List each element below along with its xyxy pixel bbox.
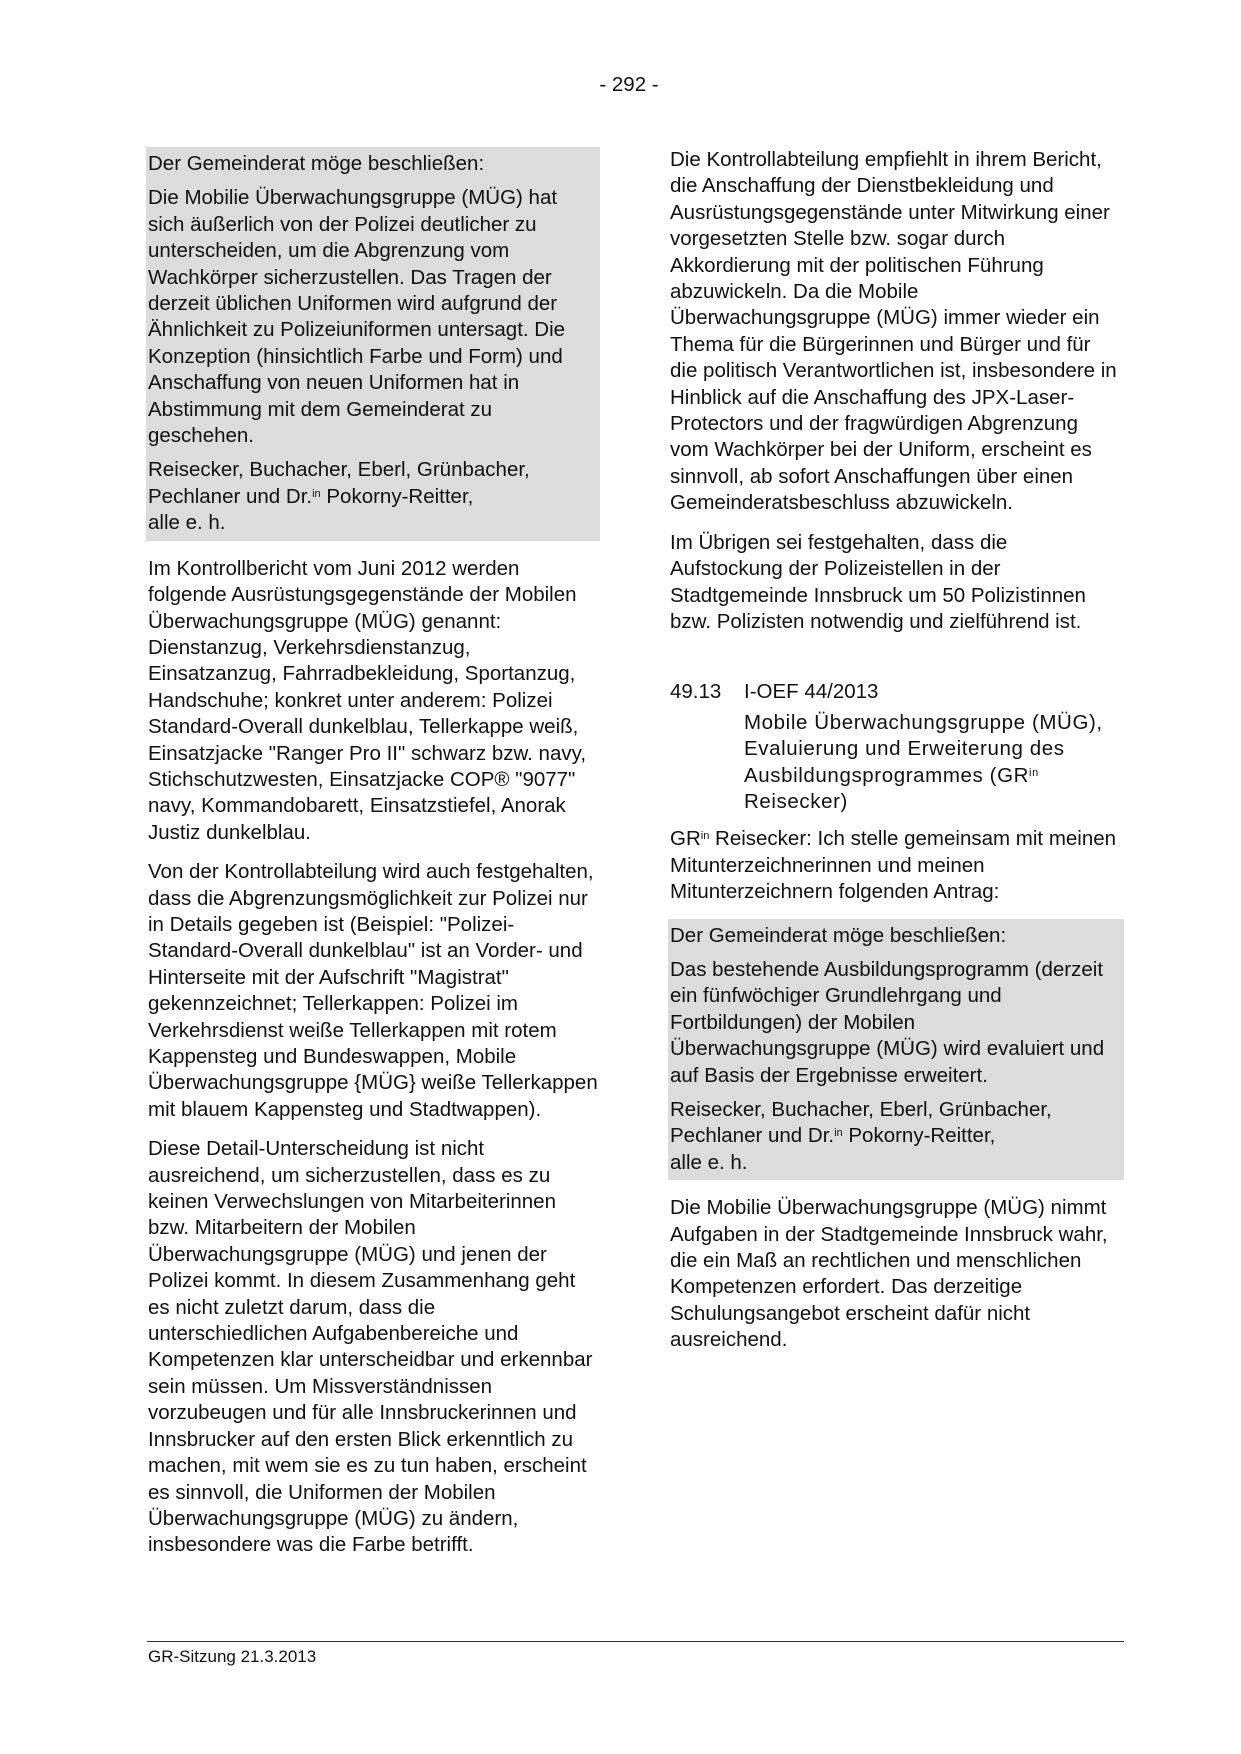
paragraph: Im Übrigen sei festgehalten, dass die Aufstockung der Polizeistellen in der Stadtgemeinde Innsbruck um 50 Polizistinnen bzw. Polizisten notwendig und zielführend ist.	[670, 530, 1086, 633]
page-number: - 292 -	[599, 73, 659, 96]
paragraph: Die Mobilie Überwachungsgruppe (MÜG) nimmt Aufgaben in der Stadtgemeinde Innsbruck wahr, die ein Maß an rechtlichen und menschlichen Kompetenzen erfordert. Das derzeitige Schulungsangebot erscheint dafür nicht ausreichend.	[670, 1196, 1108, 1352]
footer-divider	[147, 1641, 1124, 1642]
paragraph: Im Kontrollbericht vom Juni 2012 werden folgende Ausrüstungsgegenstände der Mobilen Überwachungsgruppe (MÜG) genannt: Dienstanzug, Verkehrsdienstanzug, Einsatzanzug, Fahrradbekleidung, Sportanzug, Handschuhe; konkret unter anderem: Polizei Standard-Overall dunkelblau, Tellerkappe weiß, Einsatzjacke "Ranger Pro II" schwarz bzw. navy, Stichschutzwesten, Einsatzjacke COP® "9077" navy, Kommandobarett, Einsatzstiefel, Anorak Justiz dunkelblau.	[148, 556, 587, 844]
paragraph: Diese Detail-Unterscheidung ist nicht ausreichend, um sicherzustellen, dass es zu keinen Verwechslungen von Mitarbeiterinnen bzw. Mitarbeitern der Mobilen Überwachungsgruppe (MÜG) und jenen der Polizei kommt. In diesem Zusammenhang geht es nicht zuletzt darum, dass die unterschiedlichen Aufgabenbereiche und Kompetenzen klar unterscheidbar und erkennbar sein müssen. Um Missverständnissen vorzubeugen und für alle Innsbruckerinnen und Innsbrucker auf den ersten Blick erkenntlich zu machen, mit wem sie es zu tun haben, erscheint es sinnvoll, die Uniformen der Mobilen Überwachungsgruppe (MÜG) zu ändern, insbesondere was die Farbe betrifft.	[148, 1137, 593, 1557]
left-column	[148, 147, 598, 1572]
motion-signers: Reisecker, Buchacher, Eberl, Grünbacher, Pechlaner und Dr.$^{in}$ Pokorny-Reitter, alle e. h.	[670, 1098, 1052, 1174]
paragraph: Die Kontrollabteilung empfiehlt in ihrem Bericht, die Anschaffung der Dienstbekleidung und Ausrüstungsgegenstände unter Mitwirkung einer vorgesetzten Stelle bzw. sogar durch Akkordierung mit der politischen Führung abzuwickeln. Da die Mobile Überwachungsgruppe (MÜG) immer wieder ein Thema für die Bürgerinnen und Bürger und für die politisch Verantwortlichen ist, insbesondere in Hinblick auf die Anschaffung des JPX-Laser-Protectors und der fragwürdigen Abgrenzung vom Wachkörper bei der Uniform, erscheint es sinnvoll, ab sofort Anschaffungen über einen Gemeinderatsbeschluss abzuwickeln.	[670, 148, 1117, 515]
motion-intro: $GR^{in}$ Reisecker: Ich stelle gemeinsam mit meinen Mitunterzeichnerinnen und meinen Mitunterzeichnern folgenden Antrag:	[670, 827, 1117, 904]
agenda-item-number: 49.13	[670, 680, 722, 704]
right-column	[670, 147, 1120, 1367]
agenda-item-code: I-OEF 44/2013	[744, 680, 879, 704]
agenda-item-header	[670, 679, 1120, 705]
agenda-item-title: Mobile Überwachungsgruppe (MÜG), Evaluierung und Erweiterung des Ausbildungsprogrammes ($GR^{in}$ Reisecker)	[744, 710, 1103, 813]
motion-box	[146, 147, 600, 541]
motion-body: Die Mobilie Überwachungsgruppe (MÜG) hat sich äußerlich von der Polizei deutlicher zu unterscheiden, um die Abgrenzung vom Wachkörper sicherzustellen. Das Tragen der derzeit üblichen Uniformen wird aufgrund der Ähnlichkeit zu Polizeiuniformen untersagt. Die Konzeption (hinsichtlich Farbe und Form) und Anschaffung von neuen Uniformen hat in Abstimmung mit dem Gemeinderat zu geschehen.	[148, 186, 566, 448]
footer-text: GR-Sitzung 21.3.2013	[148, 1647, 317, 1666]
motion-heading: Der Gemeinderat möge beschließen:	[148, 152, 485, 175]
motion-box	[668, 919, 1124, 1181]
motion-heading: Der Gemeinderat möge beschließen:	[670, 923, 1007, 947]
motion-signers: Reisecker, Buchacher, Eberl, Grünbacher, Pechlaner und Dr.$^{in}$ Pokorny-Reitter, alle e. h.	[148, 458, 530, 535]
motion-body: Das bestehende Ausbildungsprogramm (derzeit ein fünfwöchiger Grundlehrgang und Fortbildungen) der Mobilen Überwachungsgruppe (MÜG) wird evaluiert und auf Basis der Ergebnisse erweitert.	[670, 957, 1105, 1087]
paragraph: Von der Kontrollabteilung wird auch festgehalten, dass die Abgrenzungsmöglichkeit zur Polizei nur in Details gegeben ist (Beispiel: "Polizei-Standard-Overall dunkelblau" ist an Vorder- und Hinterseite mit der Aufschrift "Magistrat" gekennzeichnet; Tellerkappen: Polizei im Verkehrsdienst weiße Tellerkappen mit rotem Kappensteg und Bundeswappen, Mobile Überwachungsgruppe {MÜG} weiße Tellerkappen mit blauem Kappensteg und Stadtwappen).	[148, 860, 598, 1121]
